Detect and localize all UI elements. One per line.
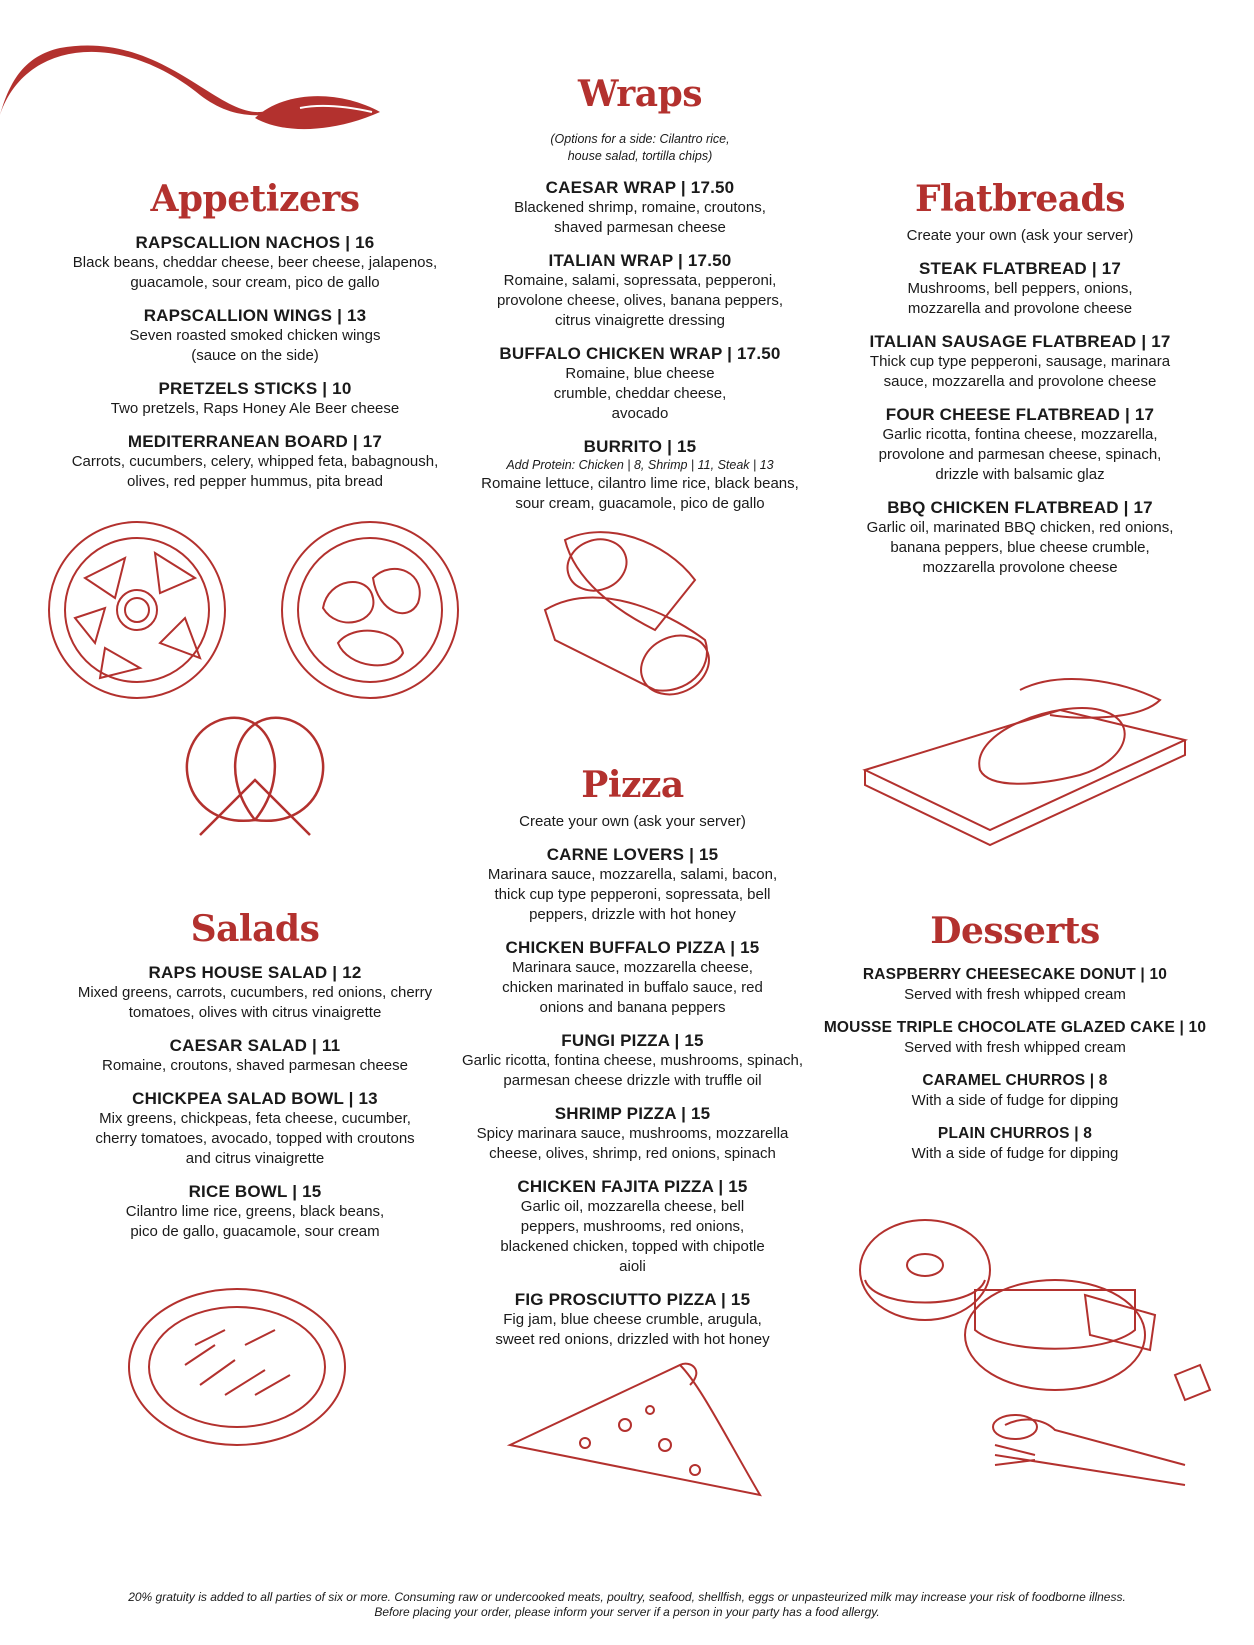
item-title: FOUR CHEESE FLATBREAD | 17: [885, 404, 1155, 424]
footer-allergy-line: Before placing your order, please inform your server if a person in your party has a food allergy.: [374, 1605, 880, 1619]
item-description: Two pretzels, Raps Honey Ale Beer cheese: [110, 399, 400, 417]
menu-item: [450, 937, 815, 1018]
item-description: Mushrooms, bell peppers, onions, mozzarella and provolone cheese: [907, 279, 1133, 317]
swoosh-logo: [0, 20, 390, 130]
pretzel-sketch: [160, 700, 350, 845]
pasta-plate-sketch: [125, 1285, 350, 1450]
appetizers-section: [50, 180, 460, 492]
item-addon-note: Add Protein: Chicken | 8, Shrimp | 11, Steak | 13: [506, 457, 774, 472]
menu-item: [460, 343, 820, 424]
item-description: Garlic oil, mozzarella cheese, bell peppers, mushrooms, red onions, blackened chicken, topped with chipotle aioli: [500, 1197, 765, 1275]
item-description: Carrots, cucumbers, celery, whipped feta, babagnoush, olives, red pepper hummus, pita bread: [71, 452, 439, 490]
item-description: With a side of fudge for dipping: [911, 1091, 1119, 1109]
item-title: CHICKEN BUFFALO PIZZA | 15: [505, 937, 760, 957]
item-description: Mix greens, chickpeas, feta cheese, cucumber, cherry tomatoes, avocado, topped with croutons and citrus vinaigrette: [95, 1109, 415, 1167]
item-description: Romaine, blue cheese crumble, cheddar cheese, avocado: [553, 364, 727, 422]
menu-item: [820, 1123, 1210, 1164]
wraps-section: [460, 75, 820, 514]
item-description: Seven roasted smoked chicken wings (sauce on the side): [129, 326, 381, 364]
menu-item: [835, 331, 1205, 392]
flatbread-board-sketch: [860, 660, 1190, 850]
menu-item: [450, 844, 815, 925]
menu-item: [460, 250, 820, 331]
item-description: Served with fresh whipped cream: [904, 985, 1126, 1003]
item-title: BBQ CHICKEN FLATBREAD | 17: [887, 497, 1153, 517]
menu-item: [450, 1030, 815, 1091]
item-title: CAESAR SALAD | 11: [169, 1035, 341, 1055]
item-title: RICE BOWL | 15: [188, 1181, 322, 1201]
nachos-plate-sketch: [45, 518, 230, 703]
menu-item: [60, 1088, 450, 1169]
item-description: Thick cup type pepperoni, sausage, marinara sauce, mozzarella and provolone cheese: [869, 352, 1171, 390]
menu-item: [50, 232, 460, 293]
item-title: CARAMEL CHURROS | 8: [922, 1071, 1108, 1089]
item-description: Garlic oil, marinated BBQ chicken, red onions, banana peppers, blue cheese crumble, mozzarella provolone cheese: [866, 518, 1174, 576]
salads-heading: Salads: [190, 908, 320, 950]
item-title: PLAIN CHURROS | 8: [937, 1124, 1093, 1142]
item-description: Marinara sauce, mozzarella, salami, bacon, thick cup type pepperoni, sopressata, bell peppers, drizzle with hot honey: [487, 865, 778, 923]
wraps-heading: Wraps: [577, 73, 703, 115]
item-title: CHICKPEA SALAD BOWL | 13: [132, 1088, 378, 1108]
item-title: BURRITO | 15: [583, 436, 697, 456]
item-title: RASPBERRY CHEESECAKE DONUT | 10: [862, 965, 1168, 983]
item-description: Romaine lettuce, cilantro lime rice, black beans, sour cream, guacamole, pico de gallo: [481, 474, 799, 512]
footer-gratuity-line: 20% gratuity is added to all parties of six or more. Consuming raw or undercooked meats, poultry, seafood, shellfish, eggs or unpasteurized milk may increase your risk of foodborne illness.: [128, 1590, 1126, 1604]
appetizers-heading: Appetizers: [150, 178, 360, 220]
item-description: Romaine, croutons, shaved parmesan cheese: [101, 1056, 408, 1074]
item-title: SHRIMP PIZZA | 15: [554, 1103, 711, 1123]
desserts-section: [820, 912, 1210, 1164]
menu-item: [50, 378, 460, 419]
item-description: Black beans, cheddar cheese, beer cheese, jalapenos, guacamole, sour cream, pico de gallo: [72, 253, 438, 291]
menu-item: [820, 1070, 1210, 1111]
menu-item: [450, 1103, 815, 1164]
flatbreads-subtitle: Create your own (ask your server): [906, 226, 1134, 244]
item-description: Garlic ricotta, fontina cheese, mushrooms, spinach, parmesan cheese drizzle with truffle oil: [462, 1051, 803, 1089]
item-title: CAESAR WRAP | 17.50: [545, 177, 735, 197]
item-title: MOUSSE TRIPLE CHOCOLATE GLAZED CAKE | 10: [823, 1018, 1207, 1036]
item-title: RAPSCALLION WINGS | 13: [143, 305, 367, 325]
menu-item: [60, 1035, 450, 1076]
item-title: PRETZELS STICKS | 10: [158, 378, 352, 398]
wrap-sketch: [535, 520, 735, 705]
desserts-heading: Desserts: [930, 910, 1100, 952]
item-title: FIG PROSCIUTTO PIZZA | 15: [514, 1289, 751, 1309]
pizza-section: [450, 766, 815, 1350]
item-description: Served with fresh whipped cream: [904, 1038, 1126, 1056]
pizza-slice-sketch: [505, 1355, 765, 1505]
desserts-sketch: [855, 1215, 1225, 1505]
menu-item: [60, 1181, 450, 1242]
item-description: With a side of fudge for dipping: [911, 1144, 1119, 1162]
item-title: FUNGI PIZZA | 15: [561, 1030, 704, 1050]
menu-item: [450, 1176, 815, 1277]
item-title: ITALIAN WRAP | 17.50: [548, 250, 732, 270]
menu-item: [50, 305, 460, 366]
pizza-heading: Pizza: [581, 764, 684, 806]
item-description: Cilantro lime rice, greens, black beans, pico de gallo, guacamole, sour cream: [125, 1202, 385, 1240]
flatbreads-heading: Flatbreads: [915, 178, 1125, 220]
menu-item: [820, 1017, 1210, 1058]
menu-item: [835, 258, 1205, 319]
item-description: Spicy marinara sauce, mushrooms, mozzarella cheese, olives, shrimp, red onions, spinach: [476, 1124, 789, 1162]
item-title: MEDITERRANEAN BOARD | 17: [127, 431, 383, 451]
item-description: Blackened shrimp, romaine, croutons, shaved parmesan cheese: [514, 198, 766, 236]
wraps-side-options: (Options for a side: Cilantro rice, house salad, tortilla chips): [550, 131, 730, 163]
menu-item: [460, 436, 820, 514]
footer-disclaimer: [40, 1590, 1214, 1620]
item-title: CHICKEN FAJITA PIZZA | 15: [517, 1176, 748, 1196]
item-title: RAPSCALLION NACHOS | 16: [135, 232, 375, 252]
item-description: Marinara sauce, mozzarella cheese, chicken marinated in buffalo sauce, red onions and banana peppers: [502, 958, 763, 1016]
item-description: Mixed greens, carrots, cucumbers, red onions, cherry tomatoes, olives with citrus vinaigrette: [77, 983, 433, 1021]
item-title: CARNE LOVERS | 15: [546, 844, 719, 864]
menu-item: [450, 1289, 815, 1350]
flatbreads-section: [835, 180, 1205, 578]
item-title: RAPS HOUSE SALAD | 12: [148, 962, 362, 982]
menu-item: [60, 962, 450, 1023]
item-description: Fig jam, blue cheese crumble, arugula, sweet red onions, drizzled with hot honey: [495, 1310, 770, 1348]
item-title: ITALIAN SAUSAGE FLATBREAD | 17: [869, 331, 1171, 351]
pizza-subtitle: Create your own (ask your server): [519, 812, 746, 830]
menu-item: [820, 964, 1210, 1005]
menu-item: [835, 497, 1205, 578]
menu-item: [460, 177, 820, 238]
item-title: STEAK FLATBREAD | 17: [918, 258, 1122, 278]
wings-plate-sketch: [278, 518, 463, 703]
item-description: Romaine, salami, sopressata, pepperoni, provolone cheese, olives, banana peppers, citrus vinaigrette dressing: [496, 271, 784, 329]
menu-item: [50, 431, 460, 492]
item-title: BUFFALO CHICKEN WRAP | 17.50: [499, 343, 781, 363]
salads-section: [60, 910, 450, 1242]
menu-item: [835, 404, 1205, 485]
item-description: Garlic ricotta, fontina cheese, mozzarella, provolone and parmesan cheese, spinach, drizzle with balsamic glaz: [878, 425, 1162, 483]
